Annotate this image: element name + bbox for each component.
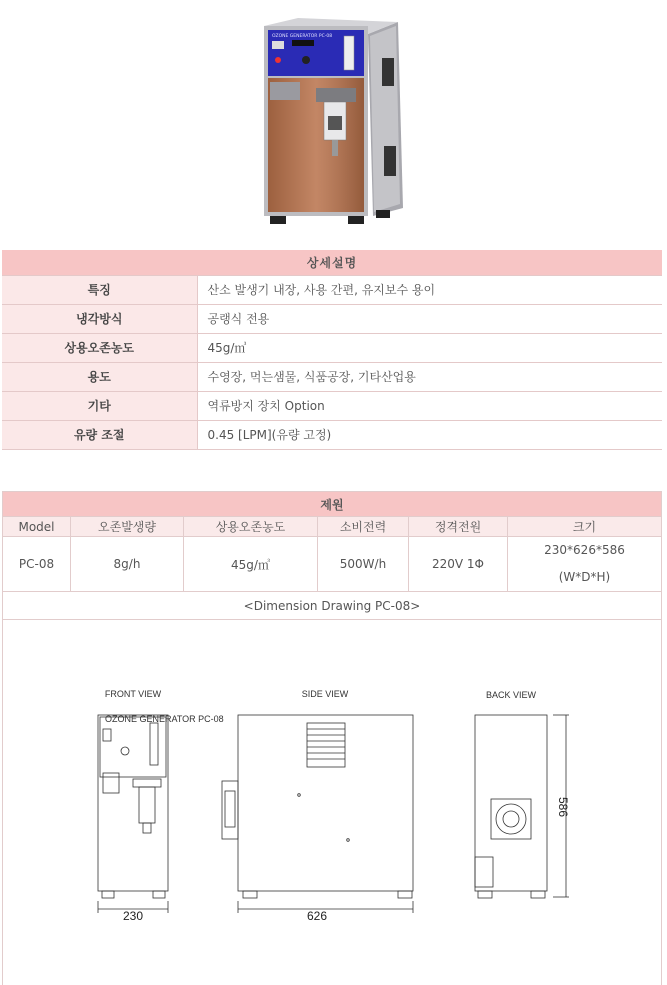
spec-header-row bbox=[3, 517, 662, 537]
side-view-label: SIDE VIEW bbox=[301, 689, 349, 699]
product-photo bbox=[258, 16, 410, 226]
model-cell: PC-08 bbox=[3, 537, 71, 592]
detail-table bbox=[2, 250, 662, 450]
depth-dimension: 626 bbox=[306, 909, 328, 923]
row-label: 용도 bbox=[2, 362, 197, 391]
output-cell: 8g/h bbox=[71, 537, 184, 592]
table-row bbox=[2, 420, 662, 449]
table-row bbox=[2, 304, 662, 333]
width-dimension: 230 bbox=[122, 909, 144, 923]
power-cell: 500W/h bbox=[318, 537, 409, 592]
row-value: 역류방지 장치 Option bbox=[197, 391, 662, 420]
dimension-caption: <Dimension Drawing PC-08> bbox=[3, 592, 662, 620]
table-row bbox=[2, 333, 662, 362]
column-header: 상용오존농도 bbox=[184, 517, 318, 537]
row-label: 상용오존농도 bbox=[2, 333, 197, 362]
panel-text: OZONE GENERATOR PC-08 bbox=[272, 34, 333, 39]
spec-table bbox=[2, 491, 662, 620]
spec-title: 제원 bbox=[3, 492, 662, 517]
row-value: 공랭식 전용 bbox=[197, 304, 662, 333]
height-dimension: 586 bbox=[556, 796, 570, 818]
size-value: 230*626*586 bbox=[544, 543, 625, 557]
concentration-cell: 45g/㎥ bbox=[184, 537, 318, 592]
back-view-label: BACK VIEW bbox=[485, 690, 537, 700]
table-row bbox=[3, 537, 662, 592]
front-view-label: FRONT VIEW bbox=[104, 689, 162, 699]
supply-cell: 220V 1Φ bbox=[409, 537, 508, 592]
drawing-panel-text: OZONE GENERATOR PC-08 bbox=[105, 714, 224, 724]
table-row bbox=[2, 275, 662, 304]
column-header: 정격전원 bbox=[409, 517, 508, 537]
size-cell bbox=[508, 537, 662, 592]
dimension-drawing bbox=[2, 611, 662, 985]
row-label: 기타 bbox=[2, 391, 197, 420]
column-header: 오존발생량 bbox=[71, 517, 184, 537]
row-value: 45g/㎥ bbox=[197, 333, 662, 362]
row-value: 수영장, 먹는샘물, 식품공장, 기타산업용 bbox=[197, 362, 662, 391]
row-value: 0.45 [LPM](유량 고정) bbox=[197, 420, 662, 449]
row-value: 산소 발생기 내장, 사용 간편, 유지보수 용이 bbox=[197, 275, 662, 304]
column-header: 소비전력 bbox=[318, 517, 409, 537]
table-row bbox=[2, 391, 662, 420]
table-row bbox=[2, 362, 662, 391]
column-header: Model bbox=[3, 517, 71, 537]
detail-title: 상세설명 bbox=[2, 250, 662, 275]
size-unit: (W*D*H) bbox=[558, 570, 611, 584]
row-label: 특징 bbox=[2, 275, 197, 304]
row-label: 유량 조절 bbox=[2, 420, 197, 449]
column-header: 크기 bbox=[508, 517, 662, 537]
row-label: 냉각방식 bbox=[2, 304, 197, 333]
